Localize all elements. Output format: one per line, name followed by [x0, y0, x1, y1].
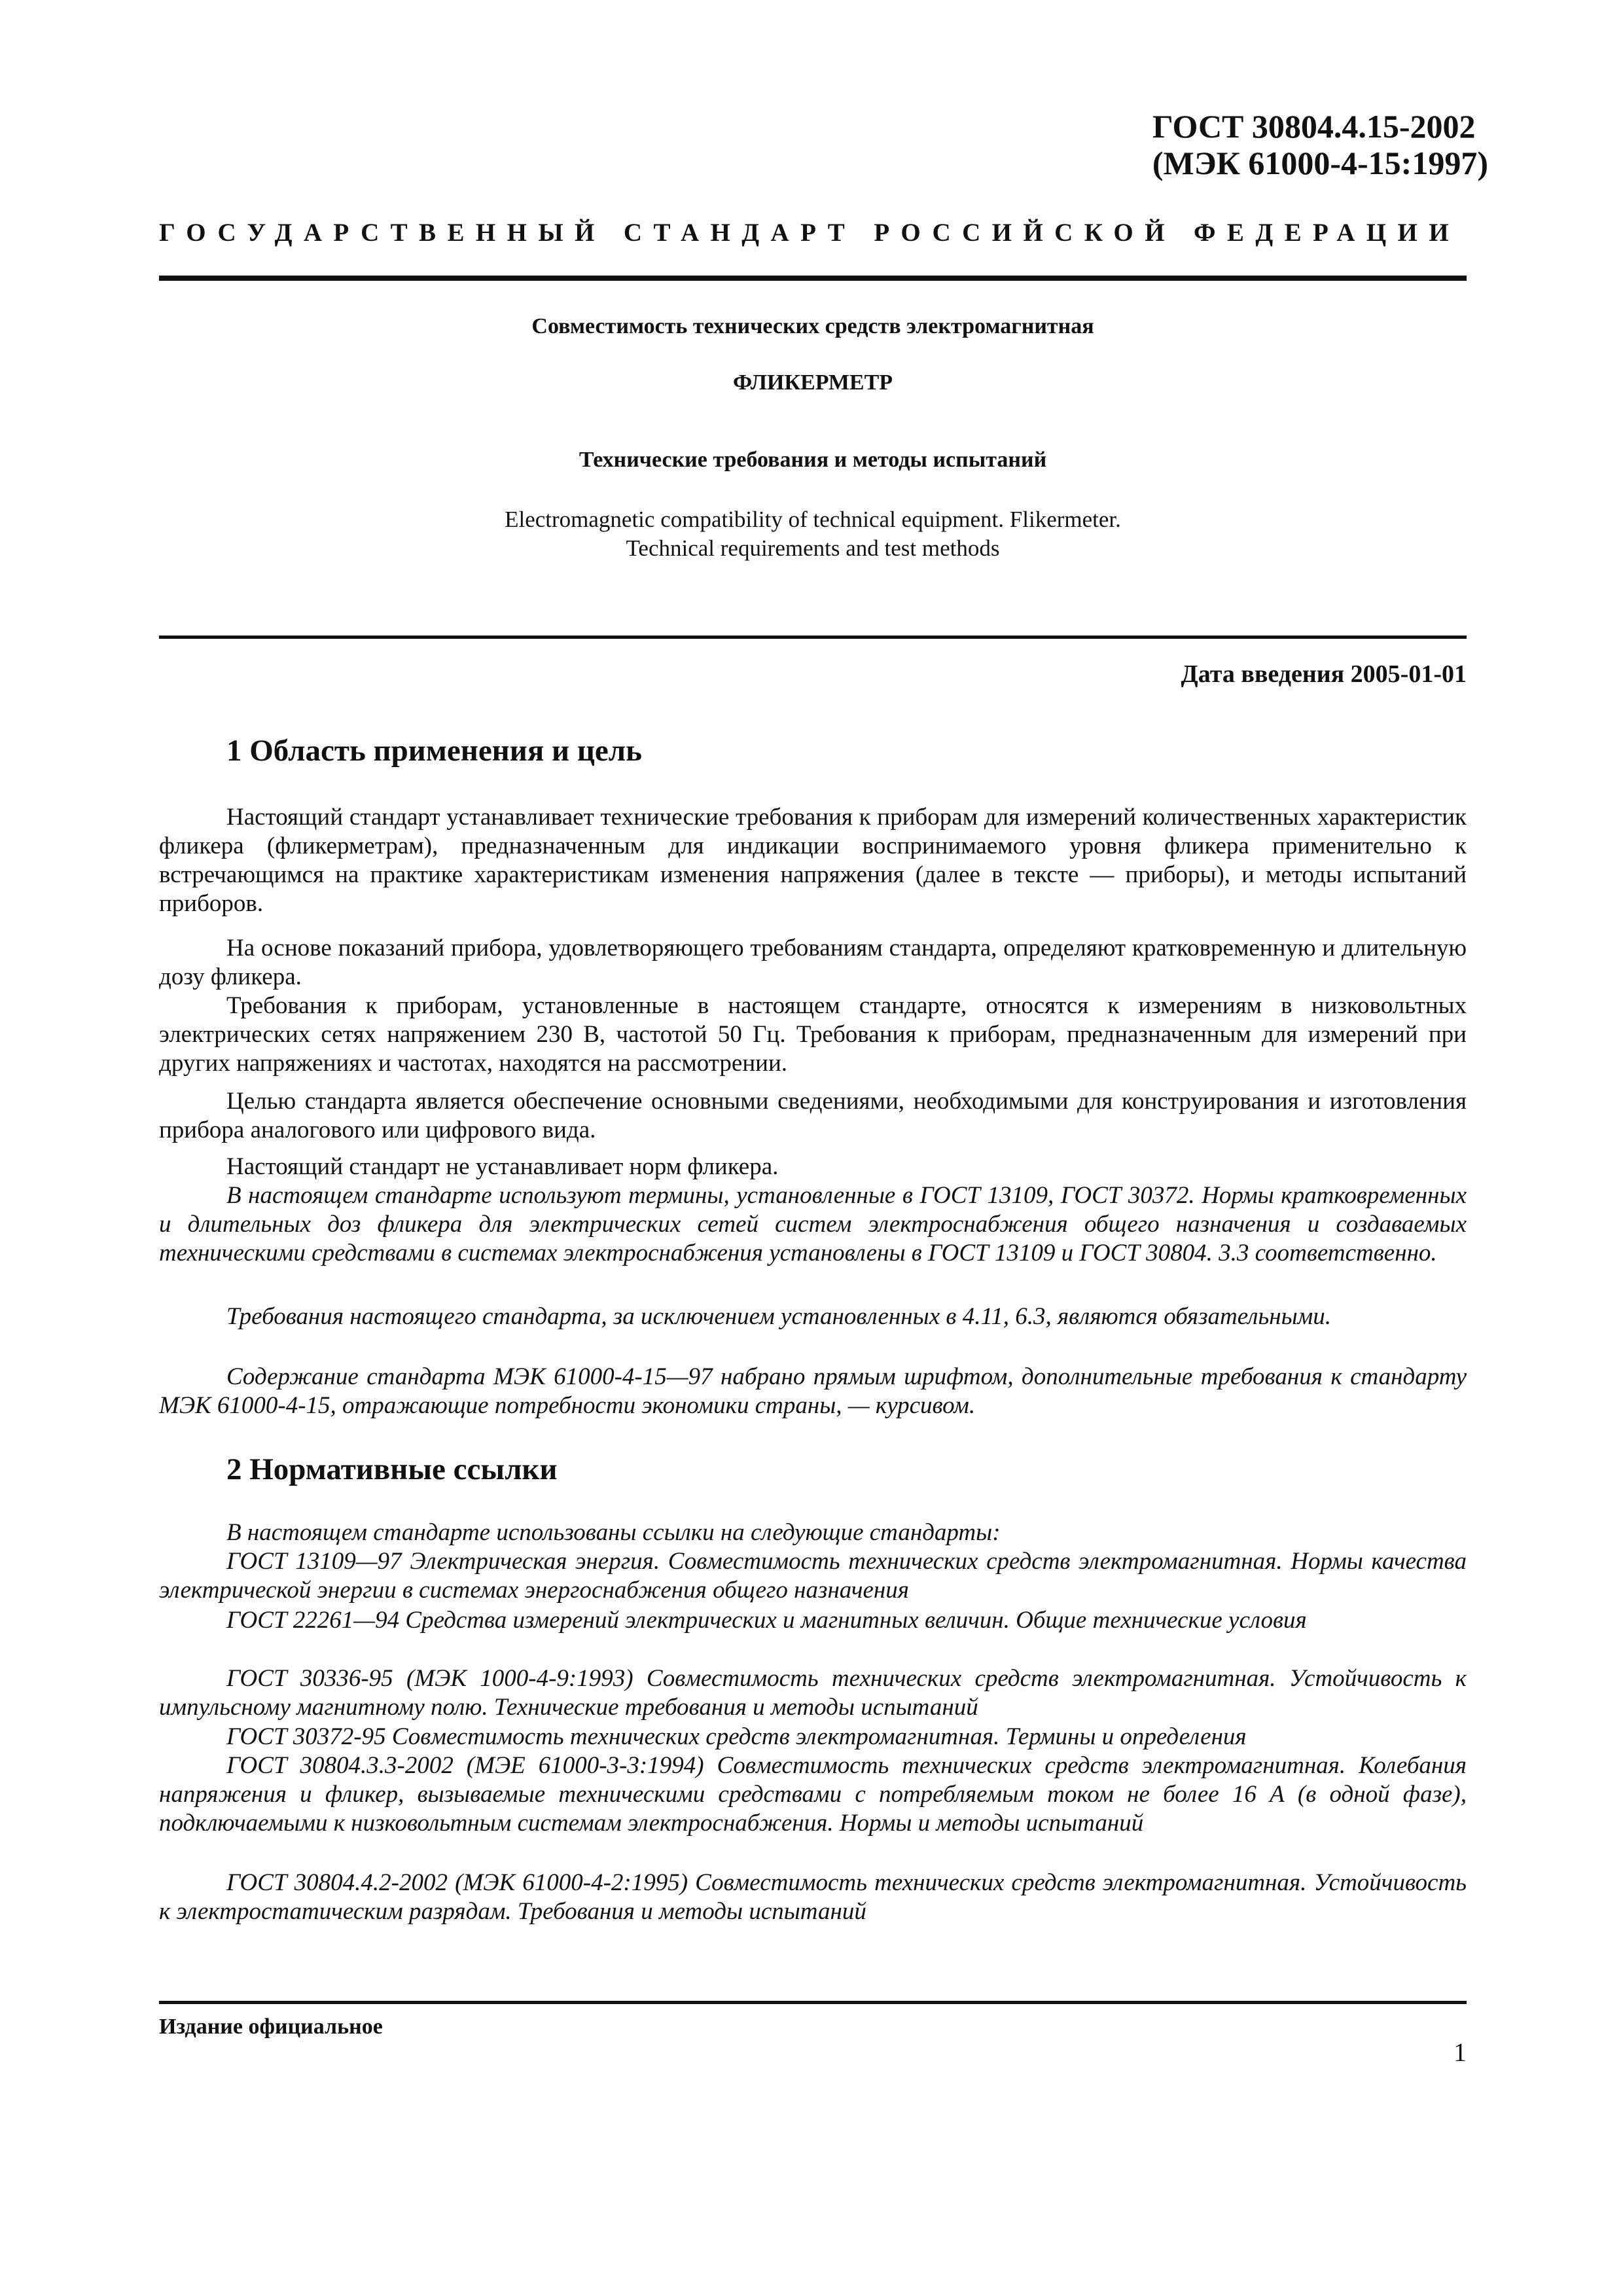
reference-item: ГОСТ 30336-95 (МЭК 1000-4-9:1993) Совместимость технических средств электромагнитная. Устойчивость к импульсному магнитному полю. Технические требования и методы испытаний	[159, 1665, 1467, 1721]
english-title-line-2: Technical requirements and test methods	[626, 535, 1000, 561]
title-line-1: Совместимость технических средств электромагнитная	[531, 314, 1094, 338]
english-title-line-1: Electromagnetic compatibility of technical equipment. Flikermeter.	[505, 507, 1121, 532]
s1-paragraph-5: Настоящий стандарт не устанавливает норм фликера.	[226, 1153, 779, 1180]
page-number: 1	[1454, 2037, 1467, 2067]
edition-note: Издание официальное	[159, 2015, 383, 2039]
state-standard-banner: ГОСУДАРСТВЕННЫЙ СТАНДАРТ РОССИЙСКОЙ ФЕДЕРАЦИИ	[159, 219, 1460, 247]
reference-item: ГОСТ 30804.4.2-2002 (МЭК 61000-4-2:1995) Совместимость технических средств электромагнитная. Устойчивость к электростатическим разрядам. Требования и методы испытаний	[159, 1869, 1467, 1925]
title-line-2: ФЛИКЕРМЕТР	[732, 370, 893, 395]
reference-item: ГОСТ 30804.3.3-2002 (МЭЕ 61000-3-3:1994) Совместимость технических средств электромагнитная. Колебания напряжения и фликер, вызываемые техническими средствами с потребляемым током не более 16 А (в одной фазе), подключаемыми к низковольтным системам электроснабжения. Нормы и методы испытаний	[159, 1752, 1467, 1837]
s1-paragraph-1: Настоящий стандарт устанавливает технические требования к приборам для измерений количественных характеристик фликера (фликерметрам), предназначенным для индикации воспринимаемого уровня фликера применительно к встречающимся на практике характеристикам изменения напряжения (далее в тексте — приборы), и методы испытаний приборов.	[159, 804, 1467, 917]
s1-paragraph-3: Требования к приборам, установленные в настоящем стандарте, относятся к измерениям в низковольтных электрических сетях напряжением 230 В, частотой 50 Гц. Требования к приборам, предназначенным для измерений при других напряжениях и частотах, находятся на рассмотрении.	[159, 992, 1467, 1077]
s1-italic-paragraph-1: В настоящем стандарте используют термины, установленные в ГОСТ 13109, ГОСТ 30372. Нормы кратковременных и длительных доз фликера для электрических сетей систем электроснабжения общего назначения и создаваемых техническими средствами в системах электроснабжения установлены в ГОСТ 13109 и ГОСТ 30804. 3.3 соответственно.	[159, 1182, 1467, 1266]
title-line-3: Технические требования и методы испытаний	[579, 448, 1047, 472]
reference-item: ГОСТ 22261—94 Средства измерений электрических и магнитных величин. Общие технические условия	[226, 1607, 1307, 1634]
s1-paragraph-2: На основе показаний прибора, удовлетворяющего требованиям стандарта, определяют кратковременную и длительную дозу фликера.	[159, 935, 1467, 990]
s1-italic-paragraph-3: Содержание стандарта МЭК 61000-4-15—97 набрано прямым шрифтом, дополнительные требования к стандарту МЭК 61000-4-15, отражающие потребности экономики страны, — курсивом.	[159, 1363, 1467, 1419]
gost-code-block	[1152, 108, 1488, 181]
reference-item: ГОСТ 13109—97 Электрическая энергия. Совместимость технических средств электромагнитная. Нормы качества электрической энергии в системах энергоснабжения общего назначения	[159, 1548, 1467, 1604]
title-rule	[159, 636, 1467, 639]
header-rule	[159, 276, 1467, 281]
s1-paragraph-4: Целью стандарта является обеспечение основными сведениями, необходимыми для конструирования и изготовления прибора аналогового или цифрового вида.	[159, 1088, 1467, 1143]
footer-rule	[159, 2001, 1467, 2004]
intro-date: Дата введения 2005-01-01	[1181, 660, 1467, 688]
gost-number: ГОСТ 30804.4.15-2002	[1152, 108, 1476, 145]
section-2-heading: 2 Нормативные ссылки	[226, 1452, 558, 1486]
iec-number: (МЭК 61000-4-15:1997)	[1152, 145, 1488, 181]
reference-item: ГОСТ 30372-95 Совместимость технических средств электромагнитная. Термины и определения	[226, 1723, 1247, 1750]
section-1-heading: 1 Область применения и цель	[226, 734, 643, 768]
s1-italic-paragraph-2: Требования настоящего стандарта, за исключением установленных в 4.11, 6.3, являются обязательными.	[226, 1303, 1332, 1330]
s2-intro: В настоящем стандарте использованы ссылки на следующие стандарты:	[226, 1519, 1001, 1546]
